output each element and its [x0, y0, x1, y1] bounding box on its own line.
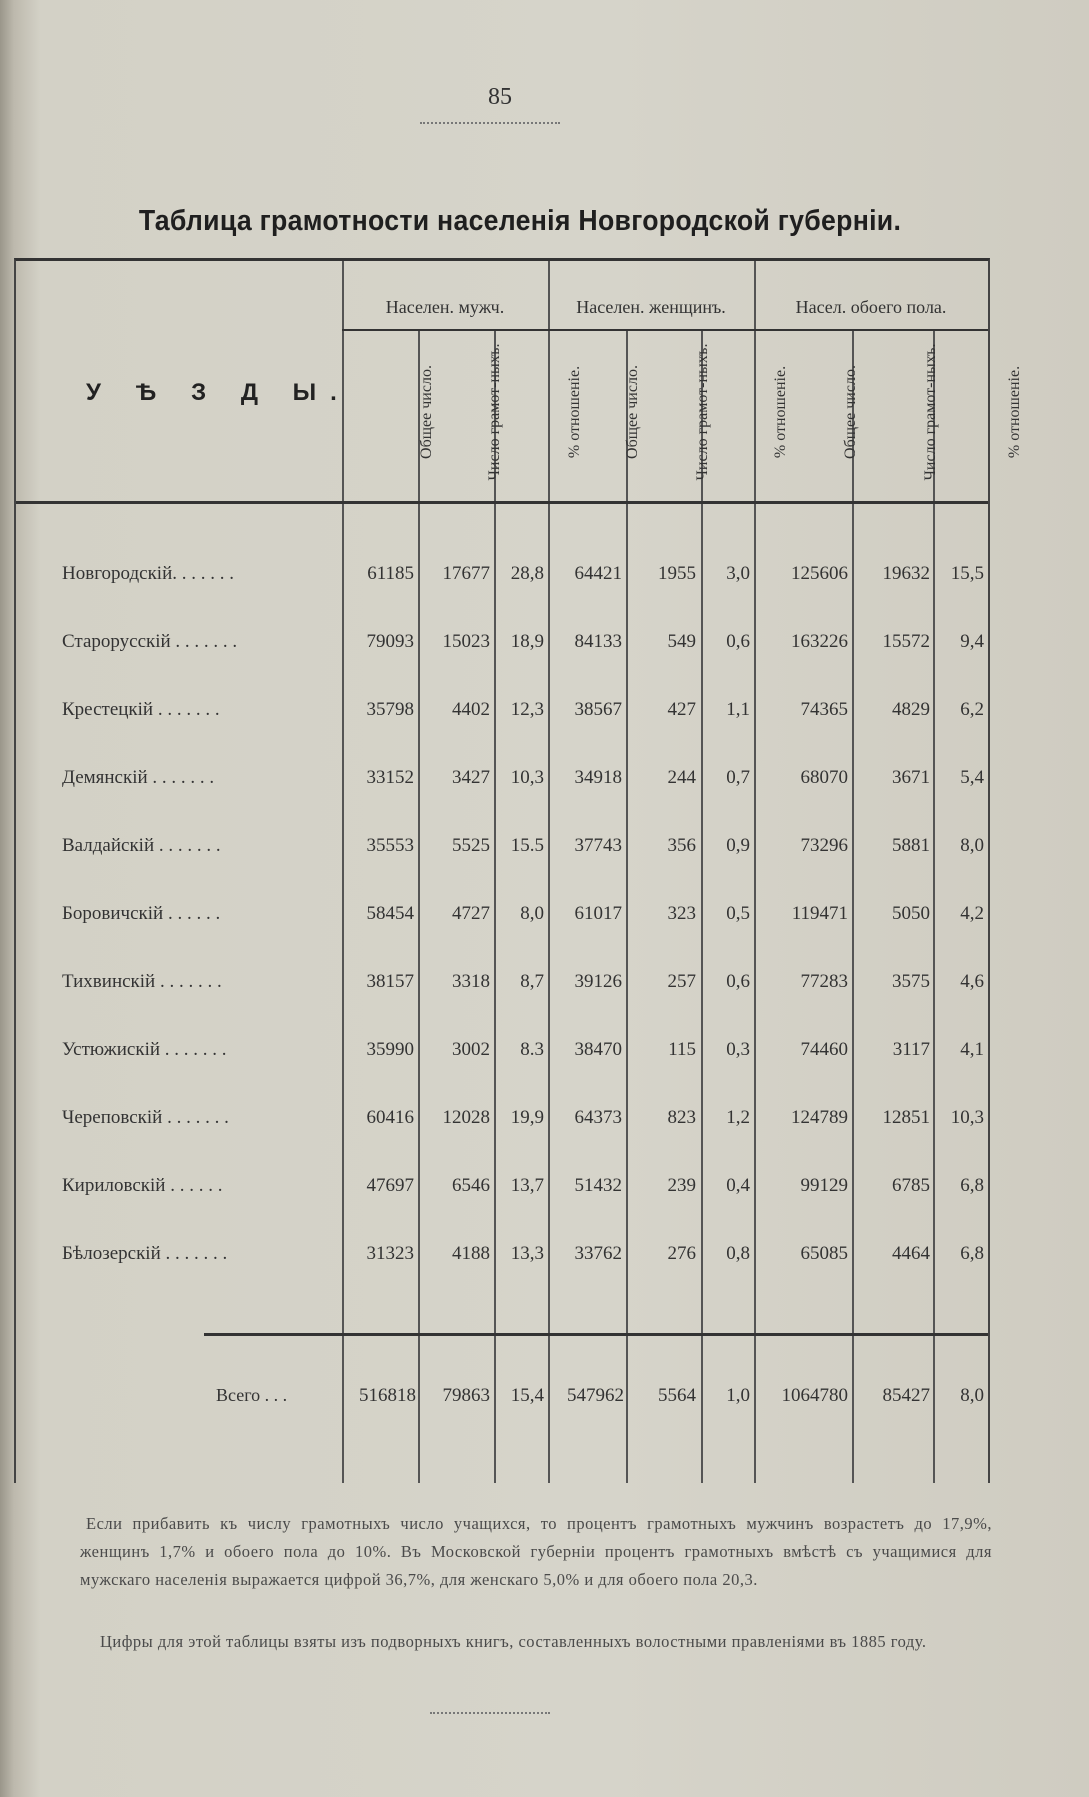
district-name: Крестецкій . . . . . . .	[62, 699, 220, 720]
female-percent: 0,3	[726, 1039, 750, 1060]
both-total: 74460	[800, 1039, 848, 1060]
table-row	[16, 1175, 988, 1205]
male-group-header: Населен. мужч.	[385, 297, 505, 317]
female-literate: 257	[667, 971, 696, 992]
male-literate: 3002	[452, 1039, 490, 1060]
female-literate: 427	[667, 699, 696, 720]
district-name: Череповскій . . . . . . .	[62, 1107, 229, 1128]
male-percent: 13,7	[510, 1175, 544, 1196]
male-percent: 19,9	[510, 1107, 544, 1128]
total-label: Всего . . .	[216, 1385, 288, 1405]
male-percent: 18,9	[510, 631, 544, 652]
both-literate: 85427	[882, 1385, 930, 1406]
male-total-header: Общее число.	[418, 365, 435, 459]
both-percent: 9,4	[960, 631, 984, 652]
both-total: 163226	[791, 631, 848, 652]
female-total: 33762	[574, 1243, 622, 1264]
district-name: Кириловскій . . . . . .	[62, 1175, 223, 1196]
male-total: 47697	[366, 1175, 414, 1196]
district-name: Демянскій . . . . . . .	[62, 767, 215, 788]
both-percent: 8,0	[960, 835, 984, 856]
male-percent: 12,3	[510, 699, 544, 720]
district-name: Тихвинскій . . . . . . .	[62, 971, 222, 992]
footnote-paragraph-2: Цифры для этой таблицы взяты изъ подворныхъ книгъ, составленныхъ волостными правленіями въ 1885 году.	[100, 1632, 927, 1651]
female-literate: 823	[667, 1107, 696, 1128]
page-title: Таблица грамотности населенія Новгородской губерніи.	[138, 205, 902, 237]
male-literate: 17677	[442, 563, 490, 584]
male-literate: 3318	[452, 971, 490, 992]
male-literate: 4727	[452, 903, 490, 924]
male-total: 35990	[366, 1039, 414, 1060]
district-name: Устюжискій . . . . . . .	[62, 1039, 227, 1060]
female-percent: 0,8	[726, 1243, 750, 1264]
both-total: 74365	[800, 699, 848, 720]
male-total: 61185	[367, 563, 414, 584]
both-total: 99129	[800, 1175, 848, 1196]
bottom-ornament	[430, 1706, 550, 1714]
both-percent: 4,6	[960, 971, 984, 992]
female-total: 37743	[574, 835, 622, 856]
total-row	[16, 1385, 988, 1415]
total-rule	[204, 1333, 988, 1336]
female-literate: 244	[667, 767, 696, 788]
both-percent: 4,1	[960, 1039, 984, 1060]
female-literate: 356	[667, 835, 696, 856]
male-literate: 4402	[452, 699, 490, 720]
both-literate: 6785	[892, 1175, 930, 1196]
both-percent: 4,2	[960, 903, 984, 924]
female-literate: 1955	[658, 563, 696, 584]
both-literate: 4829	[892, 699, 930, 720]
table-row	[16, 1039, 988, 1069]
female-percent: 1,1	[726, 699, 750, 720]
female-percent: 0,4	[726, 1175, 750, 1196]
male-total: 35553	[366, 835, 414, 856]
table-row	[16, 1107, 988, 1137]
female-percent: 0,5	[726, 903, 750, 924]
both-total: 125606	[791, 563, 848, 584]
male-percent: 15.5	[510, 835, 544, 856]
male-literate: 3427	[452, 767, 490, 788]
female-total: 39126	[574, 971, 622, 992]
both-literate-header: Число грамот-ныхъ.	[922, 343, 939, 481]
female-literate: 323	[667, 903, 696, 924]
both-percent: 5,4	[960, 767, 984, 788]
district-name: Бѣлозерскій . . . . . . .	[62, 1243, 228, 1264]
female-percent: 1,2	[726, 1107, 750, 1128]
male-literate: 12028	[442, 1107, 490, 1128]
male-percent: 28,8	[510, 563, 544, 584]
female-literate: 239	[667, 1175, 696, 1196]
both-literate: 3575	[892, 971, 930, 992]
female-total: 34918	[574, 767, 622, 788]
female-percent: 0,6	[726, 971, 750, 992]
male-total: 516818	[359, 1385, 416, 1406]
both-percent: 6,8	[960, 1243, 984, 1264]
male-percent: 8,7	[520, 971, 544, 992]
female-literate: 5564	[658, 1385, 696, 1406]
both-literate: 4464	[892, 1243, 930, 1264]
table-row	[16, 835, 988, 865]
female-group-header: Населен. женщинъ.	[576, 297, 726, 317]
female-percent: 0,7	[726, 767, 750, 788]
table-row	[16, 631, 988, 661]
table-row	[16, 971, 988, 1001]
male-literate-header: Число грамот-ныхъ.	[486, 343, 503, 481]
both-total: 119471	[791, 903, 848, 924]
male-total: 38157	[366, 971, 414, 992]
female-literate: 276	[667, 1243, 696, 1264]
male-total: 58454	[366, 903, 414, 924]
both-literate: 15572	[882, 631, 930, 652]
both-literate: 12851	[882, 1107, 930, 1128]
column-divider	[342, 261, 344, 1483]
male-percent: 10,3	[510, 767, 544, 788]
districts-header: У Ѣ З Д Ы.	[86, 379, 351, 406]
page-number: 85	[488, 84, 512, 110]
male-literate: 79863	[442, 1385, 490, 1406]
both-literate: 5050	[892, 903, 930, 924]
male-percent: 15,4	[510, 1385, 544, 1406]
male-percent-header: % отношеніе.	[566, 365, 583, 459]
both-percent: 15,5	[950, 563, 984, 584]
table-row	[16, 699, 988, 729]
both-literate: 3117	[892, 1039, 930, 1060]
both-group-header: Насел. обоего пола.	[795, 297, 947, 317]
female-total: 64373	[574, 1107, 622, 1128]
district-name: Боровичскій . . . . . .	[62, 903, 221, 924]
male-literate: 15023	[442, 631, 490, 652]
male-total: 33152	[366, 767, 414, 788]
district-name: Валдайскій . . . . . . .	[62, 835, 221, 856]
male-total: 31323	[366, 1243, 414, 1264]
table-row	[16, 767, 988, 797]
female-total: 51432	[574, 1175, 622, 1196]
female-literate: 549	[667, 631, 696, 652]
both-total-header: Общее число.	[842, 365, 859, 459]
table-row	[16, 563, 988, 593]
male-total: 35798	[366, 699, 414, 720]
female-literate: 115	[668, 1039, 696, 1060]
female-literate-header: Число грамот-ныхъ.	[694, 343, 711, 481]
male-literate: 6546	[452, 1175, 490, 1196]
male-literate: 4188	[452, 1243, 490, 1264]
both-percent-header: % отношеніе.	[1006, 365, 1023, 459]
female-total: 61017	[574, 903, 622, 924]
male-total: 60416	[366, 1107, 414, 1128]
male-percent: 8,0	[520, 903, 544, 924]
female-percent: 3,0	[726, 563, 750, 584]
female-total: 64421	[574, 563, 622, 584]
male-percent: 13,3	[510, 1243, 544, 1264]
female-total: 547962	[567, 1385, 624, 1406]
both-total: 73296	[800, 835, 848, 856]
female-percent-header: % отношеніе.	[772, 365, 789, 459]
male-percent: 8.3	[520, 1039, 544, 1060]
both-total: 124789	[791, 1107, 848, 1128]
female-total-header: Общее число.	[624, 365, 641, 459]
group-header-rule	[342, 329, 988, 331]
both-percent: 6,8	[960, 1175, 984, 1196]
literacy-table	[14, 258, 1023, 1483]
female-total: 38567	[574, 699, 622, 720]
footnote-paragraph-1: Если прибавить къ числу грамотныхъ число учащихся, то процентъ грамотныхъ мужчинъ возрастетъ до 17,9%, женщинъ 1,7% и обоего пола до 10%. Въ Московской губерніи процентъ грамотныхъ вмѣстѣ съ учащимися для мужскаго населенія выражается цифрой 36,7%, для женскаго 5,0% и для обоего пола 20,3.	[80, 1514, 992, 1589]
table-row	[16, 903, 988, 933]
both-total: 77283	[800, 971, 848, 992]
top-ornament	[420, 116, 560, 124]
both-percent: 6,2	[960, 699, 984, 720]
both-literate: 3671	[892, 767, 930, 788]
female-percent: 1,0	[726, 1385, 750, 1406]
both-total: 68070	[800, 767, 848, 788]
female-total: 84133	[574, 631, 622, 652]
both-literate: 19632	[882, 563, 930, 584]
female-percent: 0,6	[726, 631, 750, 652]
both-total: 65085	[800, 1243, 848, 1264]
both-percent: 8,0	[960, 1385, 984, 1406]
district-name: Старорусскій . . . . . . .	[62, 631, 238, 652]
both-literate: 5881	[892, 835, 930, 856]
female-percent: 0,9	[726, 835, 750, 856]
male-total: 79093	[366, 631, 414, 652]
both-percent: 10,3	[950, 1107, 984, 1128]
female-total: 38470	[574, 1039, 622, 1060]
table-row	[16, 1243, 988, 1273]
header-bottom-rule	[16, 501, 988, 504]
both-total: 1064780	[781, 1385, 848, 1406]
district-name: Новгородскій. . . . . . .	[62, 563, 234, 584]
male-literate: 5525	[452, 835, 490, 856]
